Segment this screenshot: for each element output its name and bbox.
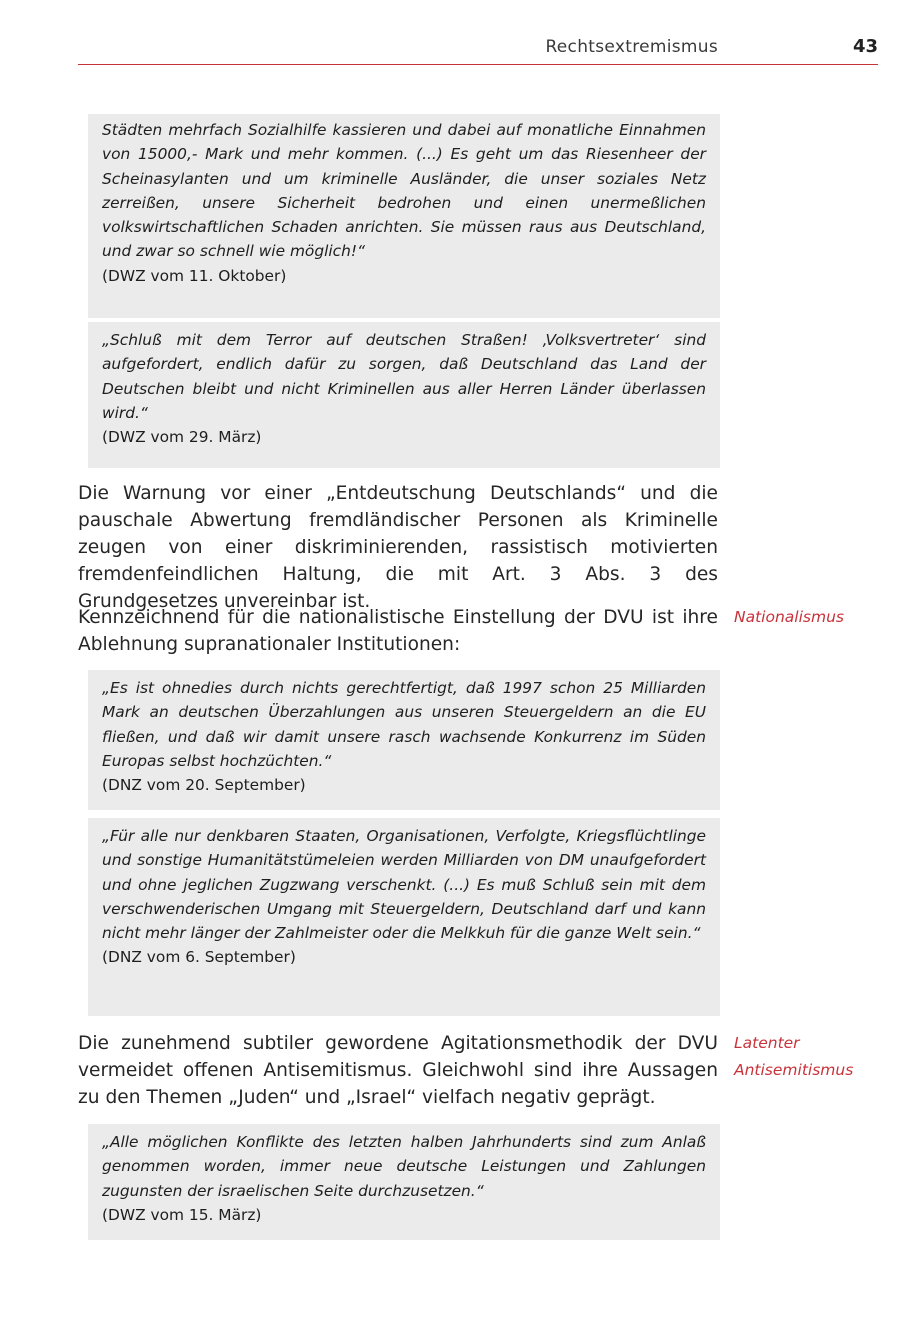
header-rule bbox=[78, 64, 878, 65]
quote-box bbox=[88, 114, 720, 318]
body-paragraph: Die zunehmend subtiler gewordene Agitationsmethodik der DVU vermeidet offenen Antisemitismus. Gleichwohl sind ihre Aussagen zu den Themen „Juden“ und „Israel“ vielfach negativ geprägt. bbox=[78, 1033, 718, 1108]
quote-text: „Schluß mit dem Terror auf deutschen Straßen! ‚Volksvertreter‘ sind aufgefordert, endlich dafür zu sorgen, daß Deutschland das Land der Deutschen bleibt und nicht Kriminellen aus aller Herren Länder überlassen wird.“ bbox=[102, 331, 706, 422]
quote-text: „Für alle nur denkbaren Staaten, Organisationen, Verfolgte, Kriegsflüchtlinge und sonstige Humanitätstümeleien werden Milliarden von DM unaufgefordert und ohne jeglichen Zugzwang verschenkt. (...) Es muß Schluß sein mit dem verschwenderischen Umgang mit Steuergeldern, Deutschland darf und kann nicht mehr länger der Zahlmeister oder die Melkkuh für die ganze Welt sein.“ bbox=[102, 827, 706, 943]
quote-text: Städten mehrfach Sozialhilfe kassieren und dabei auf monatliche Einnahmen von 15000,- Mark und mehr kommen. (...) Es geht um das Riesenheer der Scheinasylanten und um kriminelle Ausländer, die unser soziales Netz zerreißen, unsere Sicherheit bedrohen und einen unermeßlichen volkswirtschaftlichen Schaden anrichten. Sie müssen raus aus Deutschland, und zwar so schnell wie möglich!“ bbox=[102, 121, 706, 261]
quote-box bbox=[88, 670, 720, 810]
body-paragraph: Kennzeichnend für die nationalistische Einstellung der DVU ist ihre Ablehnung supranationaler Institutionen: bbox=[78, 607, 718, 655]
quote-source: (DWZ vom 15. März) bbox=[102, 1205, 262, 1224]
margin-note-line: Latenter bbox=[734, 1034, 800, 1052]
page-number: 43 bbox=[852, 36, 878, 57]
quote-box bbox=[88, 818, 720, 1016]
quote-box bbox=[88, 322, 720, 468]
quote-source: (DNZ vom 20. September) bbox=[102, 776, 306, 795]
margin-note-nationalismus: Nationalismus bbox=[734, 608, 844, 626]
running-header-title: Rechtsextremismus bbox=[545, 37, 718, 57]
quote-source: (DWZ vom 11. Oktober) bbox=[102, 266, 287, 285]
quote-text: „Alle möglichen Konflikte des letzten halben Jahrhunderts sind zum Anlaß genommen worden, immer neue deutsche Leistungen und Zahlungen zugunsten der israelischen Seite durchzusetzen.“ bbox=[102, 1133, 706, 1200]
quote-text: „Es ist ohnedies durch nichts gerechtfertigt, daß 1997 schon 25 Milliarden Mark an deutschen Überzahlungen aus unseren Steuergeldern an die EU fließen, und daß wir damit unsere rasch wachsende Konkurrenz im Süden Europas selbst hochzüchten.“ bbox=[102, 679, 706, 770]
body-paragraph: Die Warnung vor einer „Entdeutschung Deutschlands“ und die pauschale Abwertung fremdländischer Personen als Kriminelle zeugen von einer diskriminierenden, rassistisch motivierten fremdenfeindlichen Haltung, die mit Art. 3 Abs. 3 des Grundgesetzes unvereinbar ist. bbox=[78, 483, 718, 612]
margin-note-antisemitismus bbox=[734, 1030, 894, 1084]
quote-box bbox=[88, 1124, 720, 1240]
quote-source: (DNZ vom 6. September) bbox=[102, 948, 296, 967]
quote-source: (DWZ vom 29. März) bbox=[102, 428, 262, 447]
margin-note-line: Antisemitismus bbox=[734, 1061, 854, 1079]
